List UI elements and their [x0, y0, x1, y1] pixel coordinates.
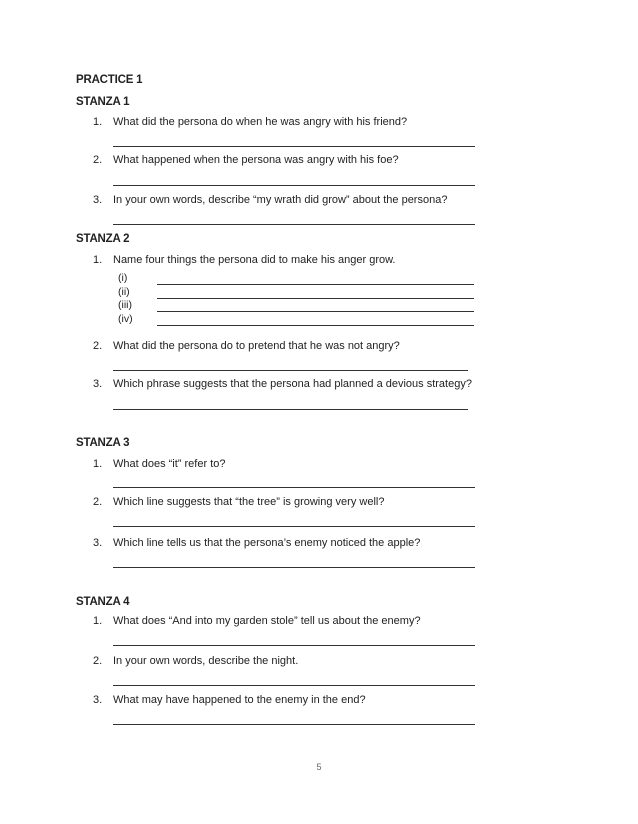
stanza-3-heading: STANZA 3	[76, 437, 130, 449]
list-item-label: (ii)	[118, 286, 130, 298]
question-item	[93, 655, 298, 667]
question-number: 2.	[93, 154, 103, 166]
practice-title: PRACTICE 1	[76, 74, 143, 86]
answer-line[interactable]	[113, 526, 475, 527]
question-number: 3.	[93, 694, 103, 706]
question-text: Which line suggests that “the tree” is growing very well?	[113, 496, 385, 508]
question-text: Which line tells us that the persona’s enemy noticed the apple?	[113, 537, 421, 549]
question-number: 1.	[93, 458, 103, 470]
answer-line[interactable]	[113, 409, 468, 410]
page-number: 5	[316, 762, 322, 772]
answer-line[interactable]	[113, 185, 475, 186]
question-text: What does “it” refer to?	[113, 458, 226, 470]
question-number: 1.	[93, 615, 103, 627]
question-item	[93, 458, 226, 470]
stanza-1-heading: STANZA 1	[76, 96, 130, 108]
question-text: Name four things the persona did to make his anger grow.	[113, 254, 396, 266]
question-number: 2.	[93, 655, 103, 667]
question-text: What does “And into my garden stole” tell us about the enemy?	[113, 615, 421, 627]
question-item	[93, 154, 399, 166]
answer-line[interactable]	[113, 146, 475, 147]
question-item	[93, 116, 407, 128]
answer-line[interactable]	[113, 487, 475, 488]
list-item-label: (i)	[118, 272, 128, 284]
answer-line[interactable]	[113, 370, 468, 371]
list-item-label: (iv)	[118, 313, 133, 325]
answer-line[interactable]	[113, 724, 475, 725]
question-number: 1.	[93, 116, 103, 128]
stanza-4-heading: STANZA 4	[76, 596, 130, 608]
question-number: 2.	[93, 496, 103, 508]
answer-line[interactable]	[157, 311, 474, 312]
answer-line[interactable]	[157, 284, 474, 285]
question-text: What did the persona do when he was angry with his friend?	[113, 116, 408, 128]
list-item-label: (iii)	[118, 299, 132, 311]
question-text: Which phrase suggests that the persona had planned a devious strategy?	[113, 378, 472, 390]
question-text: What happened when the persona was angry with his foe?	[113, 154, 399, 166]
question-number: 1.	[93, 254, 103, 266]
question-item	[93, 496, 384, 508]
question-number: 3.	[93, 378, 103, 390]
question-number: 3.	[93, 537, 103, 549]
question-number: 3.	[93, 194, 103, 206]
answer-line[interactable]	[113, 685, 475, 686]
question-text: What may have happened to the enemy in the end?	[113, 694, 366, 706]
question-text: In your own words, describe “my wrath did grow” about the persona?	[113, 194, 448, 206]
question-text: In your own words, describe the night.	[113, 655, 299, 667]
answer-line[interactable]	[157, 298, 474, 299]
question-item	[93, 194, 447, 206]
answer-line[interactable]	[157, 325, 474, 326]
question-item	[93, 694, 366, 706]
answer-line[interactable]	[113, 224, 475, 225]
question-item	[93, 537, 420, 549]
stanza-2-heading: STANZA 2	[76, 233, 130, 245]
question-item	[93, 615, 421, 627]
answer-line[interactable]	[113, 567, 475, 568]
question-number: 2.	[93, 340, 103, 352]
question-text: What did the persona do to pretend that he was not angry?	[113, 340, 400, 352]
question-item	[93, 340, 400, 352]
question-item	[93, 378, 472, 390]
question-item	[93, 254, 396, 266]
answer-line[interactable]	[113, 645, 475, 646]
